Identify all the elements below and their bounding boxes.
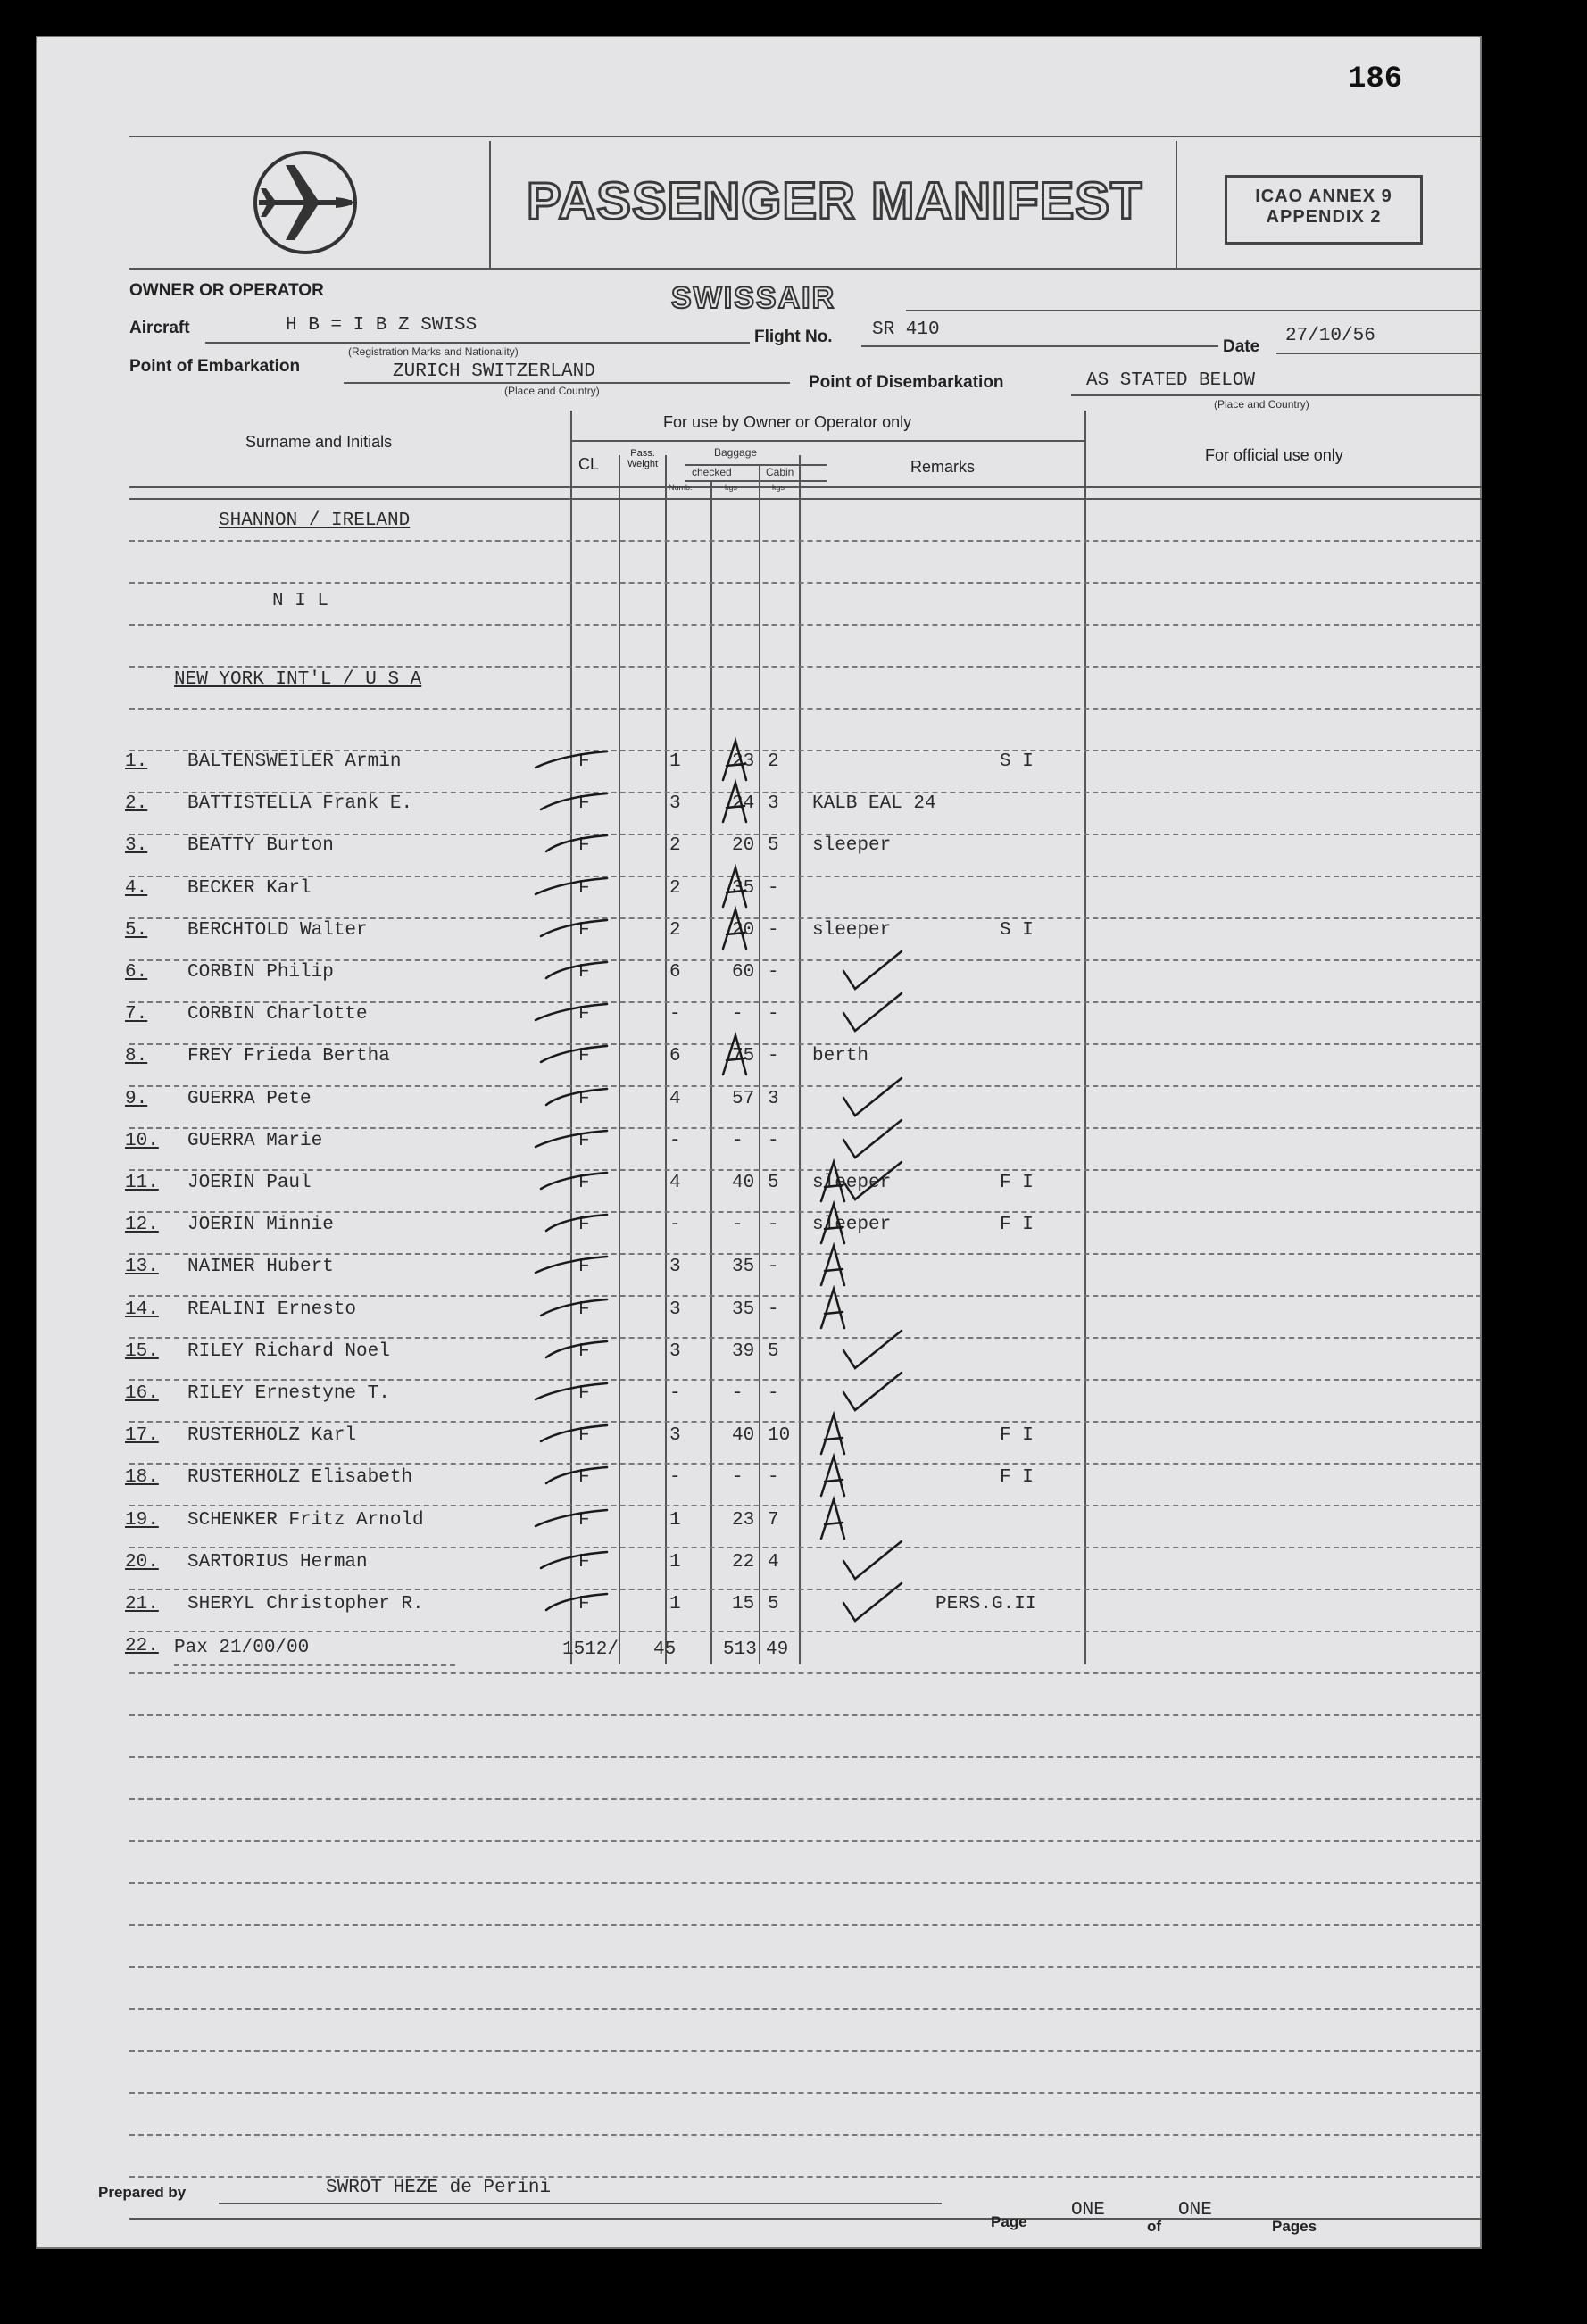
col-surname: Surname and Initials xyxy=(245,433,393,451)
bag-count: - xyxy=(669,1131,681,1151)
bag-count: 4 xyxy=(669,1089,681,1109)
bag-kgs: 20 xyxy=(732,835,755,856)
passenger-name: GUERRA Pete xyxy=(187,1089,312,1109)
tick-mark xyxy=(536,1004,607,1020)
remarks: sleeper xyxy=(812,920,892,941)
row-number: 22. xyxy=(125,1636,159,1656)
bag-count: 3 xyxy=(669,1341,681,1362)
pages-label: Pages xyxy=(1272,2218,1317,2235)
row-number: 14. xyxy=(125,1299,159,1320)
bag-kgs: 40 xyxy=(732,1173,755,1193)
bag-kgs: 24 xyxy=(732,793,755,814)
passenger-name: BATTISTELLA Frank E. xyxy=(187,793,413,814)
bag-kgs: 57 xyxy=(732,1089,755,1109)
bag-count: - xyxy=(669,1383,681,1404)
bag-count: 6 xyxy=(669,962,681,983)
passenger-name: SARTORIUS Herman xyxy=(187,1552,368,1573)
cabin-kgs: 3 xyxy=(768,1089,779,1109)
section-shannon-pax: N I L xyxy=(272,591,329,611)
bag-count: 4 xyxy=(669,1173,681,1193)
cabin-kgs: - xyxy=(768,1299,779,1320)
approval-a-mark xyxy=(821,1457,844,1496)
check-mark xyxy=(843,1162,902,1199)
class-code: F xyxy=(578,1089,590,1109)
bag-kgs: 40 xyxy=(732,1425,755,1446)
disembark-value: AS STATED BELOW xyxy=(1086,370,1256,391)
check-mark xyxy=(843,1583,902,1621)
approval-a-mark xyxy=(723,741,746,780)
bag-count: 2 xyxy=(669,835,681,856)
cabin-kgs: - xyxy=(768,1131,779,1151)
bag-kgs: 23 xyxy=(732,751,755,772)
class-code: F xyxy=(578,1425,590,1446)
bag-count: - xyxy=(669,1004,681,1025)
class-code: F xyxy=(578,1341,590,1362)
passenger-name: GUERRA Marie xyxy=(187,1131,323,1151)
bag-kgs: 75 xyxy=(732,1046,755,1067)
check-mark xyxy=(843,1541,902,1579)
cabin-kgs: - xyxy=(768,1383,779,1404)
cabin-kgs: 5 xyxy=(768,835,779,856)
bag-kgs: 39 xyxy=(732,1341,755,1362)
bag-kgs: 35 xyxy=(732,878,755,899)
cabin-kgs: 2 xyxy=(768,751,779,772)
approval-a-mark xyxy=(723,783,746,822)
bag-kgs: - xyxy=(732,1215,744,1235)
class-code: F xyxy=(578,1131,590,1151)
bag-kgs: - xyxy=(732,1131,744,1151)
class-code: F xyxy=(578,878,590,899)
passenger-name: BECKER Karl xyxy=(187,878,312,899)
bag-count: 1 xyxy=(669,1552,681,1573)
class-code: F xyxy=(578,1467,590,1488)
bag-count: - xyxy=(669,1215,681,1235)
approval-a-mark xyxy=(821,1415,844,1454)
row-number: 13. xyxy=(125,1257,159,1277)
disembark-label: Point of Disembarkation xyxy=(809,373,1004,392)
tick-mark xyxy=(536,1131,607,1147)
passenger-name: CORBIN Charlotte xyxy=(187,1004,368,1025)
cabin-kgs: 5 xyxy=(768,1341,779,1362)
bag-count: 3 xyxy=(669,1425,681,1446)
row-number: 6. xyxy=(125,962,148,983)
cabin-kgs: 5 xyxy=(768,1173,779,1193)
tick-mark xyxy=(536,1510,607,1526)
col-remarks: Remarks xyxy=(910,458,976,476)
tick-mark xyxy=(546,1089,607,1105)
cabin-kgs: 3 xyxy=(768,793,779,814)
class-code: F xyxy=(578,1383,590,1404)
passenger-name: RUSTERHOLZ Karl xyxy=(187,1425,357,1446)
class-code: F xyxy=(578,1257,590,1277)
check-mark xyxy=(843,1373,902,1410)
of-label: of xyxy=(1147,2218,1162,2235)
bag-count: 1 xyxy=(669,751,681,772)
row-number: 2. xyxy=(125,793,148,814)
page-number: 186 xyxy=(1348,62,1403,96)
bag-count: 3 xyxy=(669,1299,681,1320)
class-code: F xyxy=(578,1004,590,1025)
class-code: F xyxy=(578,1173,590,1193)
totals-label: Pax 21/00/00 xyxy=(174,1638,310,1658)
totals-numb: 45 xyxy=(653,1639,677,1660)
approval-a-mark xyxy=(821,1162,844,1201)
col-kgs: kgs xyxy=(725,483,738,492)
cabin-kgs: - xyxy=(768,920,779,941)
cabin-kgs: - xyxy=(768,1004,779,1025)
bag-count: 6 xyxy=(669,1046,681,1067)
row-number: 17. xyxy=(125,1425,159,1446)
col-cabin: Cabin xyxy=(766,466,794,478)
totals-cabin: 49 xyxy=(766,1639,789,1660)
col-cl: CL xyxy=(578,455,600,473)
date-value: 27/10/56 xyxy=(1285,326,1375,346)
approval-a-mark xyxy=(821,1499,844,1539)
class-code: F xyxy=(578,1046,590,1067)
col-numb: Numb. xyxy=(669,483,693,492)
passenger-name: RILEY Ernestyne T. xyxy=(187,1383,390,1404)
bag-kgs: 35 xyxy=(732,1299,755,1320)
bag-kgs: 15 xyxy=(732,1594,755,1614)
cabin-kgs: - xyxy=(768,878,779,899)
class-code: F xyxy=(578,1299,590,1320)
handwritten-marks xyxy=(36,36,1482,2249)
cabin-kgs: 4 xyxy=(768,1552,779,1573)
official-mark: PERS.G.II xyxy=(935,1594,1037,1614)
passenger-name: BERCHTOLD Walter xyxy=(187,920,368,941)
class-code: F xyxy=(578,1510,590,1531)
col-official: For official use only xyxy=(1205,446,1343,464)
passenger-name: JOERIN Minnie xyxy=(187,1215,334,1235)
class-code: F xyxy=(578,835,590,856)
row-number: 18. xyxy=(125,1467,159,1488)
row-number: 8. xyxy=(125,1046,148,1067)
approval-a-mark xyxy=(821,1204,844,1243)
tick-mark xyxy=(541,1046,607,1062)
approval-a-mark xyxy=(723,867,746,907)
totals-weight: 1512/ xyxy=(562,1639,619,1660)
class-code: F xyxy=(578,1594,590,1614)
place-note: (Place and Country) xyxy=(504,385,600,397)
row-number: 16. xyxy=(125,1383,159,1404)
row-number: 7. xyxy=(125,1004,148,1025)
embark-label: Point of Embarkation xyxy=(129,357,301,376)
row-number: 11. xyxy=(125,1173,159,1193)
page-value: ONE xyxy=(1071,2200,1105,2220)
cabin-kgs: 7 xyxy=(768,1510,779,1531)
row-number: 10. xyxy=(125,1131,159,1151)
bag-count: 1 xyxy=(669,1594,681,1614)
tick-mark xyxy=(541,920,607,936)
cabin-kgs: - xyxy=(768,962,779,983)
col-pass-weight: Pass. Weight xyxy=(627,448,659,469)
passenger-name: BALTENSWEILER Armin xyxy=(187,751,402,772)
row-number: 9. xyxy=(125,1089,148,1109)
bag-count: 2 xyxy=(669,920,681,941)
row-number: 3. xyxy=(125,835,148,856)
bag-kgs: 22 xyxy=(732,1552,755,1573)
tick-mark xyxy=(546,1594,607,1610)
tick-mark xyxy=(541,1299,607,1316)
row-number: 12. xyxy=(125,1215,159,1235)
approval-a-mark xyxy=(821,1289,844,1328)
passenger-name: RUSTERHOLZ Elisabeth xyxy=(187,1467,413,1488)
tick-mark xyxy=(536,878,607,894)
bag-kgs: 35 xyxy=(732,1257,755,1277)
official-mark: F I xyxy=(1000,1467,1034,1488)
totals-kgs: 513 xyxy=(723,1639,757,1660)
tick-mark xyxy=(546,1467,607,1483)
passenger-name: JOERIN Paul xyxy=(187,1173,312,1193)
official-mark: F I xyxy=(1000,1425,1034,1446)
tick-mark xyxy=(546,835,607,851)
passenger-name: NAIMER Hubert xyxy=(187,1257,334,1277)
section-new-york: NEW YORK INT'L / U S A xyxy=(174,669,422,690)
official-mark: F I xyxy=(1000,1173,1034,1193)
row-number: 20. xyxy=(125,1552,159,1573)
tick-mark xyxy=(541,1173,607,1189)
row-number: 19. xyxy=(125,1510,159,1531)
page-label: Page xyxy=(991,2213,1027,2230)
col-for-use: For use by Owner or Operator only xyxy=(663,413,912,431)
tick-mark xyxy=(536,1257,607,1273)
prepared-value: SWROT HEZE de Perini xyxy=(326,2178,552,2198)
aircraft-label: Aircraft xyxy=(129,319,190,337)
remarks: berth xyxy=(812,1046,869,1067)
bag-count: 3 xyxy=(669,793,681,814)
remarks: sleeper xyxy=(812,1173,892,1193)
section-shannon: SHANNON / IRELAND xyxy=(219,510,411,531)
row-number: 1. xyxy=(125,751,148,772)
bag-count: 2 xyxy=(669,878,681,899)
row-number: 5. xyxy=(125,920,148,941)
passenger-name: BEATTY Burton xyxy=(187,835,334,856)
flight-label: Flight No. xyxy=(754,328,833,346)
manifest-sheet xyxy=(36,36,1482,2249)
class-code: F xyxy=(578,793,590,814)
place-note-2: (Place and Country) xyxy=(1214,398,1309,411)
tick-mark xyxy=(541,1425,607,1441)
registration-note: (Registration Marks and Nationality) xyxy=(348,345,519,358)
cabin-kgs: - xyxy=(768,1257,779,1277)
official-mark: F I xyxy=(1000,1215,1034,1235)
tick-mark xyxy=(546,1341,607,1357)
prepared-label: Prepared by xyxy=(98,2184,187,2201)
bag-kgs: - xyxy=(732,1004,744,1025)
check-mark xyxy=(843,993,902,1031)
tick-mark xyxy=(541,793,607,809)
bag-kgs: 20 xyxy=(732,920,755,941)
cabin-kgs: - xyxy=(768,1467,779,1488)
col-checked: checked xyxy=(692,466,732,478)
remarks: sleeper xyxy=(812,835,892,856)
class-code: F xyxy=(578,1215,590,1235)
owner-label: OWNER OR OPERATOR xyxy=(129,281,324,300)
flight-value: SR 410 xyxy=(872,320,940,340)
tick-mark xyxy=(546,962,607,978)
class-code: F xyxy=(578,962,590,983)
row-number: 4. xyxy=(125,878,148,899)
icao-line2: APPENDIX 2 xyxy=(1266,207,1382,227)
cabin-kgs: - xyxy=(768,1046,779,1067)
passenger-name: SHERYL Christopher R. xyxy=(187,1594,424,1614)
passenger-name: RILEY Richard Noel xyxy=(187,1341,390,1362)
official-mark: S I xyxy=(1000,920,1034,941)
approval-a-mark xyxy=(723,909,746,949)
row-number: 15. xyxy=(125,1341,159,1362)
bag-kgs: 23 xyxy=(732,1510,755,1531)
bag-kgs: 60 xyxy=(732,962,755,983)
icao-line1: ICAO ANNEX 9 xyxy=(1255,187,1392,206)
row-number: 21. xyxy=(125,1594,159,1614)
of-value: ONE xyxy=(1178,2200,1212,2220)
official-mark: S I xyxy=(1000,751,1034,772)
approval-a-mark xyxy=(821,1246,844,1285)
col-kgs-cabin: kgs xyxy=(772,483,785,492)
class-code: F xyxy=(578,920,590,941)
check-mark xyxy=(843,1120,902,1158)
tick-mark xyxy=(541,1552,607,1568)
tick-mark xyxy=(546,1215,607,1231)
col-baggage: Baggage xyxy=(714,446,758,459)
tick-mark xyxy=(536,1383,607,1399)
manifest-title: PASSENGER MANIFEST xyxy=(527,172,1143,230)
bag-kgs: - xyxy=(732,1383,744,1404)
passenger-name: SCHENKER Fritz Arnold xyxy=(187,1510,424,1531)
check-mark xyxy=(843,1078,902,1116)
tick-mark xyxy=(536,751,607,768)
check-mark xyxy=(843,1331,902,1368)
class-code: F xyxy=(578,1552,590,1573)
bag-kgs: - xyxy=(732,1467,744,1488)
class-code: F xyxy=(578,751,590,772)
bag-count: 3 xyxy=(669,1257,681,1277)
owner-value: SWISSAIR xyxy=(671,281,836,315)
cabin-kgs: 5 xyxy=(768,1594,779,1614)
date-label: Date xyxy=(1223,337,1260,356)
cabin-kgs: 10 xyxy=(768,1425,791,1446)
cabin-kgs: - xyxy=(768,1215,779,1235)
bag-count: - xyxy=(669,1467,681,1488)
bag-count: 1 xyxy=(669,1510,681,1531)
check-mark xyxy=(843,951,902,989)
passenger-name: FREY Frieda Bertha xyxy=(187,1046,390,1067)
aircraft-value: H B = I B Z SWISS xyxy=(286,315,478,336)
passenger-name: CORBIN Philip xyxy=(187,962,334,983)
passenger-name: REALINI Ernesto xyxy=(187,1299,357,1320)
approval-a-mark xyxy=(723,1035,746,1075)
embark-value: ZURICH SWITZERLAND xyxy=(393,361,595,382)
remarks: sleeper xyxy=(812,1215,892,1235)
remarks: KALB EAL 24 xyxy=(812,793,936,814)
